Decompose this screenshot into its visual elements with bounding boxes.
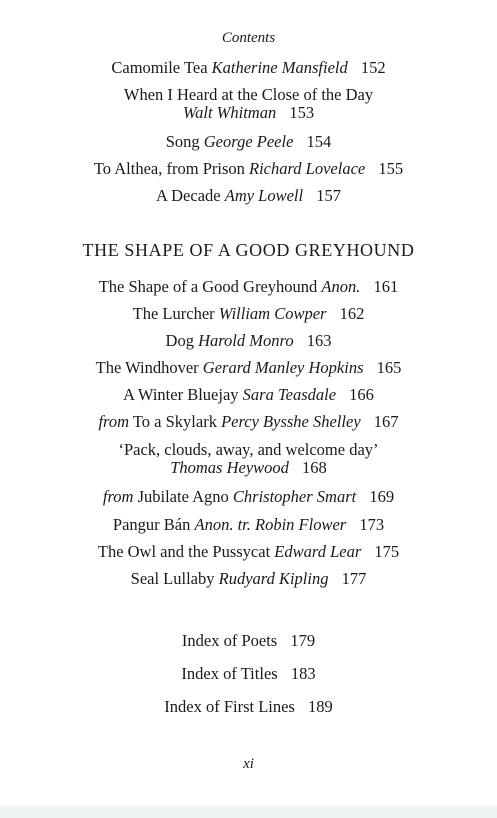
entry-title: The Windhover: [95, 358, 199, 377]
entry-page: 173: [359, 515, 385, 534]
toc-entry: [0, 332, 497, 350]
toc-entry: [0, 133, 497, 151]
toc-entry: [0, 570, 497, 588]
page-folio: xi: [243, 756, 254, 772]
entry-author: Katherine Mansfield: [211, 58, 348, 77]
entry-author: Amy Lowell: [224, 186, 304, 205]
bottom-strip: [0, 806, 497, 818]
entry-prefix: from: [102, 487, 134, 506]
entry-author: Edward Lear: [274, 542, 362, 561]
entry-page: 167: [373, 412, 399, 431]
entry-title: To a Skylark: [132, 412, 217, 431]
entry-page: 153: [289, 103, 315, 122]
toc-entry: [0, 516, 497, 534]
entry-title: ‘Pack, clouds, away, and welcome day’: [118, 440, 379, 459]
toc-entry: [0, 543, 497, 561]
entry-page: 177: [341, 569, 367, 588]
entry-page: 166: [349, 385, 374, 404]
entry-author: Anon.: [321, 277, 361, 296]
toc-entry: [0, 413, 497, 431]
entry-author: Richard Lovelace: [249, 159, 366, 178]
entry-author: Gerard Manley Hopkins: [202, 358, 364, 377]
index-page: 189: [307, 697, 333, 716]
section-heading: THE SHAPE OF A GOOD GREYHOUND: [82, 240, 415, 260]
entry-author: Thomas Heywood: [170, 458, 289, 477]
entry-author: Sara Teasdale: [242, 385, 337, 404]
toc-entry: [0, 441, 497, 477]
entry-author: Anon. tr. Robin Flower: [194, 515, 347, 534]
entry-author: William Cowper: [218, 304, 327, 323]
index-title: Index of First Lines: [164, 697, 295, 716]
index-entry: [0, 698, 497, 716]
entry-title: To Althea, from Prison: [93, 159, 245, 178]
entry-author: Harold Monro: [198, 331, 294, 350]
entry-page: 168: [302, 458, 327, 477]
entry-title: The Shape of a Good Greyhound: [98, 277, 318, 296]
index-title: Index of Titles: [181, 664, 278, 683]
entry-prefix: from: [98, 412, 130, 431]
entry-author: Rudyard Kipling: [218, 569, 329, 588]
entry-page: 162: [339, 304, 365, 323]
entry-page: 152: [360, 58, 386, 77]
entry-title: The Owl and the Pussycat: [97, 542, 271, 561]
toc-entry: [0, 386, 497, 404]
entry-title: The Lurcher: [132, 304, 215, 323]
toc-entry: [0, 488, 497, 506]
toc-entry: [0, 187, 497, 205]
entry-title: Camomile Tea: [111, 58, 208, 77]
entry-page: 169: [369, 487, 395, 506]
index-entry: [0, 665, 497, 683]
entry-title: Pangur Bán: [112, 515, 191, 534]
entry-page: 175: [374, 542, 400, 561]
index-page: 179: [290, 631, 316, 650]
toc-entry: [0, 59, 497, 77]
running-header: Contents: [221, 30, 276, 46]
entry-page: 165: [376, 358, 402, 377]
index-title: Index of Poets: [181, 631, 278, 650]
toc-entry: [0, 305, 497, 323]
entry-author: George Peele: [203, 132, 294, 151]
toc-entry: [0, 86, 497, 122]
entry-title: Song: [165, 132, 200, 151]
toc-entry: [0, 359, 497, 377]
entry-page: 161: [373, 277, 399, 296]
entry-page: 155: [378, 159, 404, 178]
entry-author: Walt Whitman: [182, 103, 277, 122]
entry-title: Seal Lullaby: [130, 569, 215, 588]
entry-title: When I Heard at the Close of the Day: [123, 85, 374, 104]
entry-author: Percy Bysshe Shelley: [221, 412, 361, 431]
index-entry: [0, 632, 497, 650]
entry-author: Christopher Smart: [232, 487, 357, 506]
entry-title: A Decade: [156, 186, 221, 205]
entry-title: Jubilate Agno: [137, 487, 229, 506]
entry-title: Dog: [165, 331, 194, 350]
index-page: 183: [290, 664, 316, 683]
toc-entry: [0, 278, 497, 296]
entry-title: A Winter Bluejay: [123, 385, 239, 404]
entry-page: 163: [306, 331, 332, 350]
entry-page: 154: [306, 132, 332, 151]
toc-entry: [0, 160, 497, 178]
entry-page: 157: [316, 186, 341, 205]
